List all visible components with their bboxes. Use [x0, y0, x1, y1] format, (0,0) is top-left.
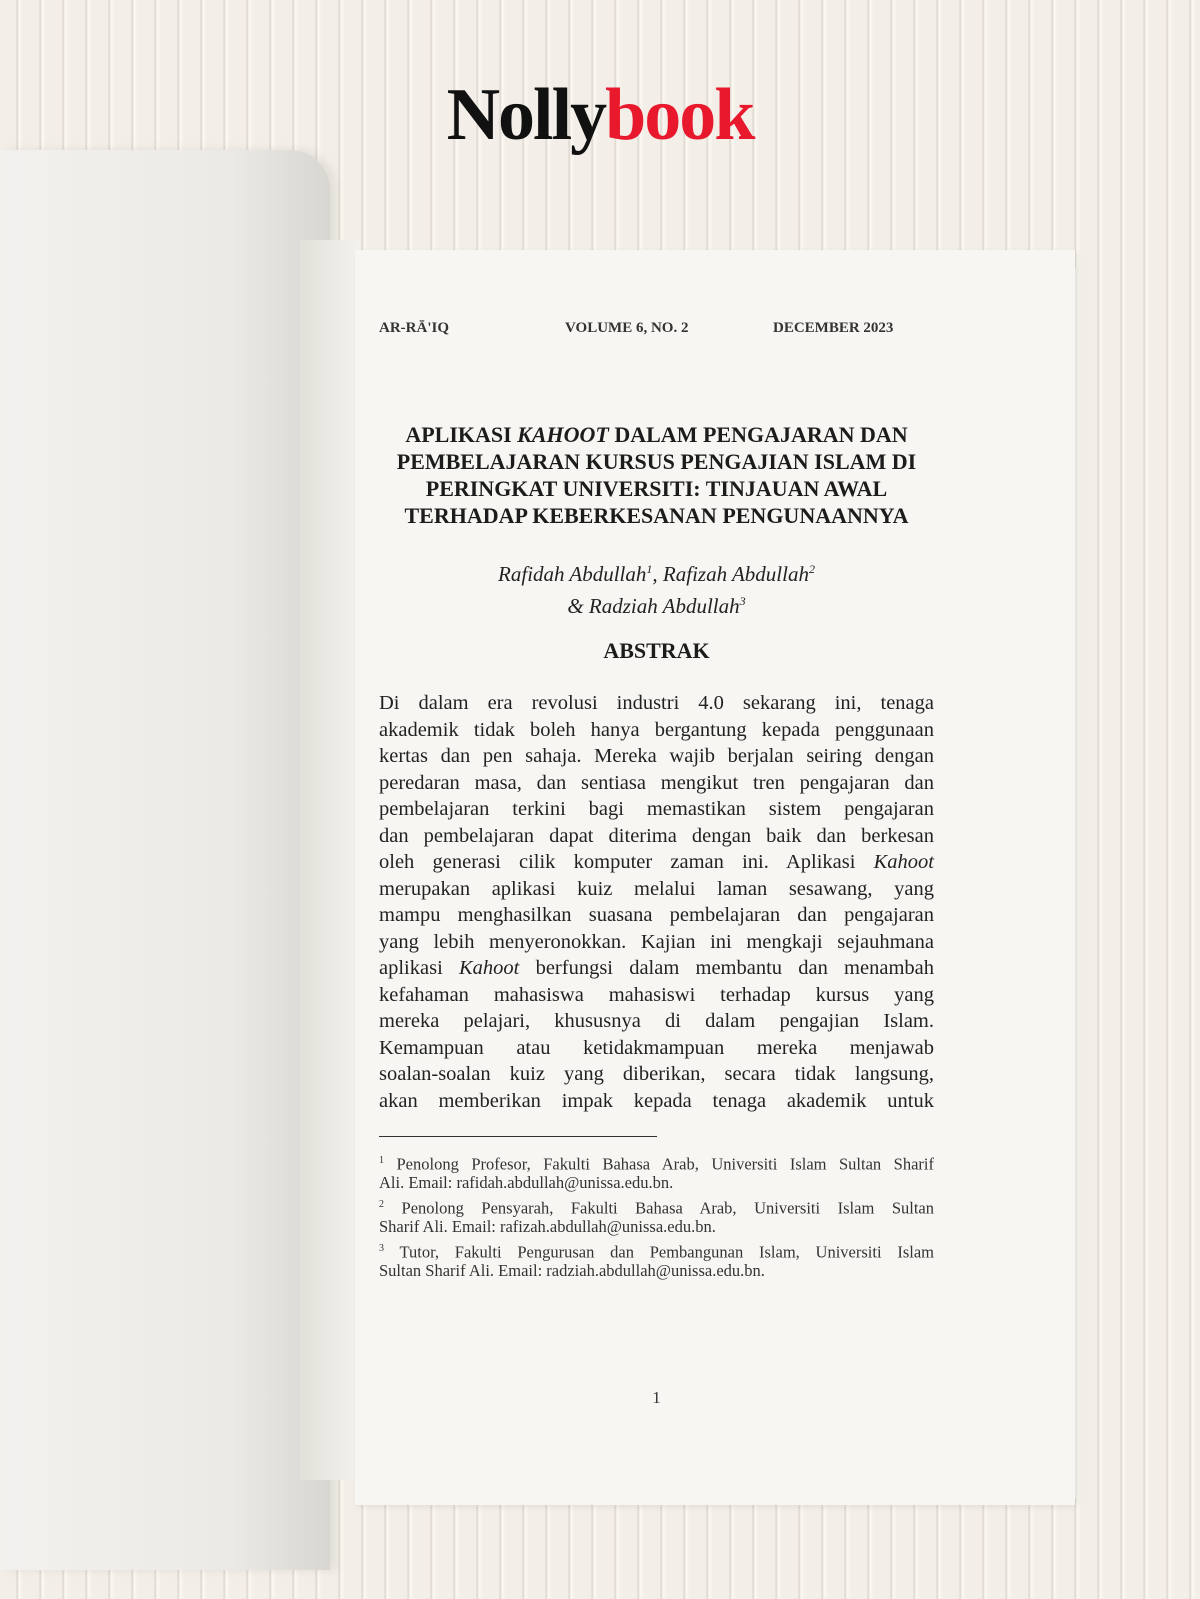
abstract-line: kertas dan pen sahaja. Mereka wajib berjalan seiring dengan [379, 745, 934, 767]
abstract-line: pembelajaran terkini bagi memastikan sistem pengajaran [379, 798, 934, 820]
author-1: Rafidah Abdullah [498, 562, 647, 586]
footnote-3-line-1 [379, 1238, 934, 1260]
footnote-3-number: 3 [379, 1243, 384, 1254]
running-head-date: DECEMBER 2023 [773, 320, 894, 336]
title-line-4: TERHADAP KEBERKESANAN PENGUNAANNYA [404, 503, 909, 528]
abstract-line: kefahaman mahasiswa mahasiswi terhadap kursus yang [379, 983, 934, 1006]
footnote-separator [379, 1136, 657, 1137]
logo-part-nolly: Nolly [446, 74, 606, 156]
footnote-2-line-1 [379, 1194, 934, 1216]
abstract-line: mereka pelajari, khususnya di dalam pengajian Islam. [379, 1010, 934, 1032]
abstract-line: merupakan aplikasi kuiz melalui laman sesawang, yang [379, 877, 934, 900]
footnote-1-line-1 [379, 1150, 934, 1172]
footnote-3-line-2: Sultan Sharif Ali. Email: radziah.abdullah@unissa.edu.bn. [379, 1261, 765, 1280]
abstract-text: oleh generasi cilik komputer zaman ini. Aplikasi [379, 851, 874, 873]
abstract-text: berfungsi dalam membantu dan menambah [519, 957, 934, 979]
abstract-line [379, 849, 934, 876]
footnote-2-number: 2 [379, 1199, 384, 1210]
running-head-volume: VOLUME 6, NO. 2 [565, 320, 689, 336]
abstract-italic-kahoot: Kahoot [458, 957, 520, 979]
paper-title [379, 421, 934, 529]
abstract-text: aplikasi [379, 957, 459, 979]
abstract-line: peredaran masa, dan sentiasa mengikut tren pengajaran dan [379, 771, 934, 794]
title-line-3: PERINGKAT UNIVERSITI: TINJAUAN AWAL [425, 476, 888, 501]
title-line-2: PEMBELAJARAN KURSUS PENGAJIAN ISLAM DI [396, 449, 917, 474]
authors [379, 556, 934, 620]
footnote-1-line-2: Ali. Email: rafidah.abdullah@unissa.edu.bn. [379, 1173, 674, 1192]
book-gutter [300, 240, 360, 1480]
footnotes [379, 1150, 934, 1282]
footnote-text: Penolong Pensyarah, Fakulti Bahasa Arab, Universiti Islam Sultan [384, 1198, 934, 1218]
nollybook-logo [0, 74, 1200, 156]
author-separator: , [652, 562, 663, 586]
title-text: DALAM PENGAJARAN DAN [608, 422, 908, 447]
title-italic-kahoot: KAHOOT [517, 422, 609, 447]
abstract-line: soalan-soalan kuiz yang diberikan, secara tidak langsung, [379, 1063, 934, 1085]
footnote-text: Tutor, Fakulti Pengurusan dan Pembangunan Islam, Universiti Islam [384, 1242, 934, 1262]
abstract-body [379, 690, 934, 1114]
abstract-heading: ABSTRAK [603, 638, 710, 663]
author-2-sup: 2 [808, 562, 815, 576]
authors-line-2 [379, 588, 934, 620]
page-number: 1 [652, 1388, 661, 1407]
author-1-sup: 1 [646, 562, 653, 576]
authors-line-1 [379, 556, 934, 588]
abstract-line: Di dalam era revolusi industri 4.0 sekarang ini, tenaga [379, 692, 934, 714]
abstract-line: yang lebih menyeronokkan. Kajian ini mengkaji sejauhmana [379, 930, 934, 953]
author-2: Rafizah Abdullah [662, 562, 809, 586]
footnote-2-line-2: Sharif Ali. Email: rafizah.abdullah@unissa.edu.bn. [379, 1217, 716, 1236]
abstract-line: dan pembelajaran dapat diterima dengan baik dan berkesan [379, 824, 934, 847]
title-text: APLIKASI [405, 422, 518, 447]
abstract-line: Kemampuan atau ketidakmampuan mereka menjawab [379, 1036, 934, 1059]
title-line-1 [379, 421, 934, 448]
abstract-line [379, 955, 934, 982]
abstract-line: akademik tidak boleh hanya bergantung kepada penggunaan [379, 718, 934, 741]
left-page [0, 150, 330, 1570]
footnote-text: Penolong Profesor, Fakulti Bahasa Arab, Universiti Islam Sultan Sharif [384, 1154, 934, 1174]
author-3-sup: 3 [739, 594, 746, 608]
abstract-line: akan memberikan impak kepada tenaga akademik untuk [379, 1089, 934, 1112]
author-3: & Radziah Abdullah [567, 594, 740, 618]
abstract-italic-kahoot: Kahoot [873, 851, 934, 873]
logo-part-book: book [605, 74, 754, 156]
running-head-journal: AR-RĀ'IQ [379, 320, 449, 336]
footnote-1-number: 1 [379, 1155, 384, 1166]
abstract-line: mampu menghasilkan suasana pembelajaran dan pengajaran [379, 904, 934, 926]
